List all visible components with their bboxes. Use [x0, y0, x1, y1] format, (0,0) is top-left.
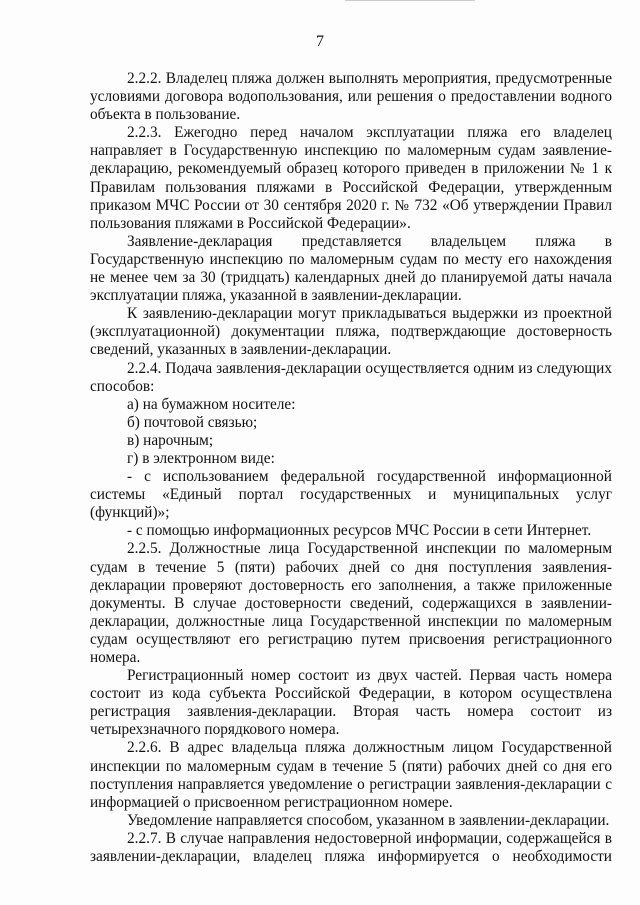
paragraph-2-2-2: 2.2.2. Владелец пляжа должен выполнять мероприятия, предусмотренные условиями договора водопользования, или решения о предоставлении водного объекта в пользование.	[90, 70, 612, 124]
paragraph-registration-number: Регистрационный номер состоит из двух частей. Первая часть номера состоит из кода субъекта Российской Федерации, в котором осуществлена регистрация заявления-декларации. Вторая часть номера состоит из четырехзначного порядкового номера.	[90, 667, 612, 739]
paragraph-declaration-submission: Заявление-декларация представляется владельцем пляжа в Государственную инспекцию по маломерным судам по месту его нахождения не менее чем за 30 (тридцать) календарных дней до планируемой даты начала эксплуатации пляжа, указанной в заявлении-декларации.	[90, 232, 612, 305]
scan-corner-mark	[622, 893, 634, 903]
paragraph-2-2-6: 2.2.6. В адрес владельца пляжа должностным лицом Государственной инспекции по маломерным судам в течение 5 (пяти) рабочих дней со дня его поступления направляется уведомление о регистрации заявления-декларации с информацией о присвоенном регистрационном номере.	[90, 739, 612, 811]
paragraph-2-2-3: 2.2.3. Ежегодно перед началом эксплуатации пляжа его владелец направляет в Государственную инспекцию по маломерным судам заявление-декларацию, рекомендуемый образец которого приведен в приложении № 1 к Правилам пользования пляжами в Российской Федерации, утвержденным приказом МЧС России от 30 сентября 2020 г. № 732 «Об утверждении Правил пользования пляжами в Российской Федерации».	[90, 124, 612, 232]
paragraph-2-2-7: 2.2.7. В случае направления недостоверной информации, содержащейся в заявлении-декларации, владелец пляжа информируется о необходимости	[90, 829, 612, 866]
document-body	[90, 70, 612, 866]
paragraph-2-2-5: 2.2.5. Должностные лица Государственной инспекции по маломерным судам в течение 5 (пяти) рабочих дней со дня поступления заявления-декларации проверяют достоверность его заполнения, а также приложенные документы. В случае достоверности сведений, содержащихся в заявлении-декларации, должностные лица Государственной инспекции по маломерным судам осуществляют его регистрацию путем присвоения регистрационного номера.	[90, 540, 612, 666]
paragraph-notification-method: Уведомление направляется способом, указанном в заявлении-декларации.	[127, 811, 610, 829]
paragraph-attachments: К заявлению-декларации могут прикладываться выдержки из проектной (эксплуатационной) документации пляжа, подтверждающие достоверность сведений, указанных в заявлении-декларации.	[90, 305, 612, 359]
scan-edge-mark	[345, 0, 475, 3]
list-item-v: в) нарочным;	[127, 431, 214, 449]
page-number: 7	[316, 33, 324, 50]
list-subitem-internet: - с помощью информационных ресурсов МЧС России в сети Интернет.	[127, 522, 592, 540]
list-item-a: а) на бумажном носителе:	[127, 395, 296, 413]
list-subitem-portal: - с использованием федеральной государственной информационной системы «Единый портал государственных и муниципальных услуг (функций)»;	[90, 468, 612, 522]
list-item-g: г) в электронном виде:	[127, 449, 275, 467]
paragraph-2-2-4: 2.2.4. Подача заявления-декларации осуществляется одним из следующих способов:	[90, 359, 612, 395]
list-item-b: б) почтовой связью;	[127, 413, 258, 431]
